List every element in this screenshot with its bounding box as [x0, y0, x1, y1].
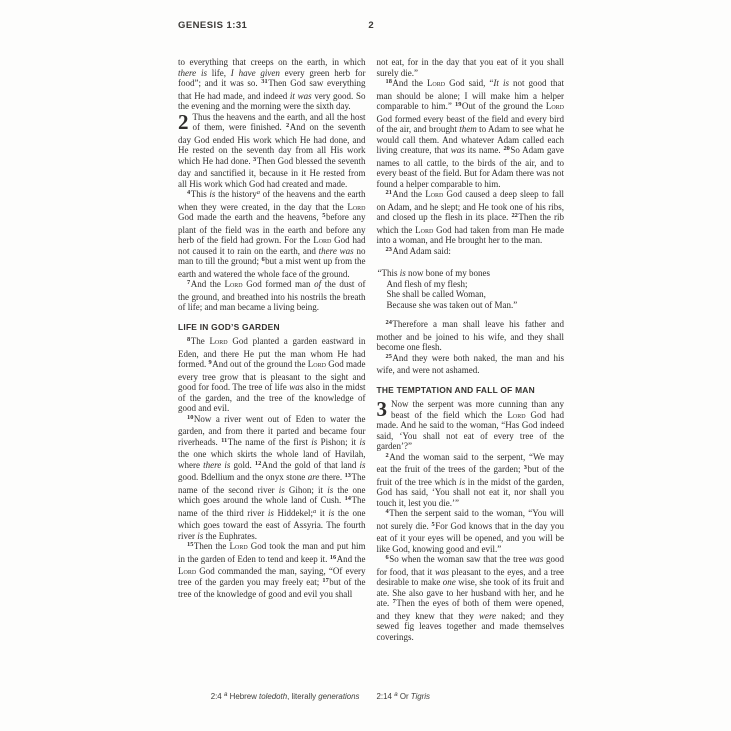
footnote-marker: a [223, 691, 228, 699]
page-content [178, 20, 564, 642]
verse-number: 31 [261, 78, 268, 86]
emphasis-text: I have given [230, 67, 280, 78]
verse-number: 2 [286, 122, 290, 130]
verse-number: 9 [208, 359, 212, 367]
verse-number: 6 [385, 554, 389, 562]
poetry-line: She shall be called Woman, [386, 289, 486, 299]
emphasis-text: was [529, 554, 544, 564]
emphasis-text: it was [289, 90, 312, 101]
verse-number: 5 [431, 520, 435, 528]
verse-number: 22 [511, 212, 518, 220]
emphasis-text: Tigris [410, 692, 430, 701]
divine-name: Lord [507, 409, 526, 420]
book-reference: GENESIS 1:31 [178, 20, 248, 31]
verse-paragraph: $^{23}$And Adam said: [385, 245, 451, 256]
divine-name: Lord [347, 201, 366, 212]
emphasis-text: is [459, 476, 466, 487]
footnote-marker: a [256, 189, 260, 197]
emphasis-text: is [359, 459, 366, 470]
poetry-block [378, 268, 565, 310]
divine-name: Lord [178, 566, 197, 576]
footnote-marker: a [312, 507, 317, 515]
verse-number: 2 [385, 451, 389, 459]
verse-number: 12 [254, 459, 262, 467]
emphasis-text: there is [203, 459, 231, 470]
verse-paragraph: to everything that creeps on the earth, in which there is life, I have given every green herb for food”; and it was so. $^{31}$Then God saw everything that He had made, and indeed it was very good. So the evening and the morning were the sixth day. [178, 57, 366, 111]
verse-paragraph: $^{21}$And the Lord God caused a deep sleep to fall on Adam, and he slept; and He took one of his ribs, and closed up the flesh in its place. $^{22}$Then the rib which the Lord God had taken from man He made into a woman, and He brought her to the man. [376, 189, 564, 245]
section-heading: THE TEMPTATION AND FALL OF MAN [376, 384, 535, 395]
verse-number: 5 [322, 212, 326, 220]
divine-name: Lord [415, 224, 434, 235]
verse-number: 16 [329, 553, 337, 561]
divine-name: Lord [209, 336, 228, 346]
verse-number: 14 [344, 495, 351, 503]
verse-number: 10 [187, 413, 194, 421]
verse-number: 3 [253, 155, 257, 163]
emphasis-text: is [327, 484, 334, 495]
verse-number: 17 [322, 576, 329, 584]
verse-paragraph: $^8$The Lord God planted a garden eastward in Eden, and there He put the man whom He had formed. $^9$And out of the ground the Lord God made every tree grow that is pleasant to the sight and good for food. The tree of life was also in the midst of the garden, and the tree of the knowledge of good and evil. [178, 336, 366, 413]
emphasis-text: there is [178, 67, 207, 78]
emphasis-text: is [328, 507, 335, 518]
verse-number: 23 [385, 245, 392, 253]
chapter-paragraph: 2 Thus the heavens and the earth, and all the host of them, were finished. $^2$And on the seventh day God ended His work which He had done, and He rested on the seventh day from all His work which He had done. $^3$Then God blessed the seventh day and sanctified it, because in it He rested from all His work which God had created and made. [178, 109, 366, 189]
verse-number: 8 [187, 336, 191, 344]
verse-number: 7 [187, 279, 191, 287]
column-left [178, 57, 366, 642]
verse-paragraph: $^2$And the woman said to the serpent, “We may eat the fruit of the trees of the garden; $^3$but of the fruit of the tree which is in the midst of the garden, God has said, ‘You shall not eat it, nor shall you touch it, lest you die.’” [376, 451, 565, 508]
emphasis-text: is [399, 268, 406, 278]
verse-paragraph: $^4$Then the serpent said to the woman, “You will not surely die. $^5$For God knows that in the day you eat of it your eyes will be opened, and you will be like God, knowing good and evil.” [376, 508, 564, 554]
emphasis-text: of [314, 279, 322, 289]
poetry-line: Because she was taken out of Man.” [386, 299, 518, 310]
section-heading: LIFE IN GOD’S GARDEN [178, 321, 280, 332]
emphasis-text: are [307, 472, 320, 482]
verse-number: 21 [385, 189, 392, 197]
footnotes-row [178, 692, 564, 703]
verse-paragraph: $^4$This is the history$^a$ of the heavens and the earth when they were created, in the day that the Lord God made the earth and the heavens, $^5$before any plant of the field was in the earth and before any herb of the field had grown. For the Lord God had not caused it to rain on the earth, and there was no man to till the ground; $^6$but a mist went up from the earth and watered the whole face of the ground. [178, 189, 366, 279]
verse-number: 25 [385, 352, 392, 360]
divine-name: Lord [224, 279, 243, 289]
verse-paragraph: $^{25}$And they were both naked, the man and his wife, and were not ashamed. [376, 352, 564, 375]
divine-name: Lord [229, 541, 248, 551]
verse-paragraph: $^{24}$Therefore a man shall leave his father and mother and be joined to his wife, and they shall become one flesh. [376, 319, 564, 352]
page-number: 2 [368, 20, 374, 31]
emphasis-text: was [289, 382, 304, 392]
verse-paragraph: $^7$And the Lord God formed man of the dust of the ground, and breathed into his nostrils the breath of life; and man became a living being. [178, 279, 366, 312]
verse-number: 18 [385, 78, 392, 86]
emphasis-text: one [442, 577, 456, 587]
poetry-line: And flesh of my flesh; [386, 278, 468, 289]
footnote-marker: a [394, 691, 398, 699]
running-head [178, 20, 564, 33]
column-right [377, 57, 565, 642]
emphasis-text: is [311, 436, 318, 447]
verse-paragraph: not eat, for in the day that you eat of it you shall surely die.” [376, 57, 564, 78]
verse-paragraph: $^6$So when the woman saw that the tree was good for food, that it was pleasant to the eyes, and a tree desirable to make one wise, she took of its fruit and ate. She also gave to her husband with her, and he ate. $^7$Then the eyes of both of them were opened, and they knew that they were naked; and they sewed fig leaves together and made themselves coverings. [376, 554, 564, 642]
emphasis-text: is [278, 484, 285, 495]
footnote-right: 2:14 $^a$ Or Tigris [376, 691, 430, 701]
verse-number: 13 [344, 472, 351, 480]
emphasis-text: there was [318, 245, 354, 256]
verse-paragraph: $^{10}$Now a river went out of Eden to water the garden, and from there it parted and became four riverheads. $^{11}$The name of the first is Pishon; it is the one which skirts the whole land of Havilah, where there is gold. $^{12}$And the gold of that land is good. Bdellium and the onyx stone are there. $^{13}$The name of the second river is Gihon; it is the one which goes around the whole land of Cush. $^{14}$The name of the third river is Hiddekel;$^a$ it is the one which goes toward the east of Assyria. The fourth river is the Euphrates. [178, 413, 366, 541]
verse-number: 4 [187, 189, 191, 197]
verse-number: 7 [392, 598, 396, 606]
emphasis-text: toledoth [259, 692, 288, 701]
poetry-line: “This is now bone of my bones [377, 268, 491, 278]
chapter-number: 2 [178, 109, 189, 134]
emphasis-text: was [434, 566, 449, 577]
chapter-number: 3 [376, 397, 387, 421]
divine-name: Lord [425, 189, 444, 199]
footnote-left: 2:4 $^a$ Hebrew toledoth, literally generations [210, 691, 360, 701]
emphasis-text: is [267, 507, 274, 518]
emphasis-text: generations [318, 692, 360, 701]
chapter-paragraph: 3 Now the serpent was more cunning than any beast of the field which the Lord God had made. And he said to the woman, “Has God indeed said, ‘You shall not eat of every tree of the garden’?” [376, 397, 565, 451]
emphasis-text: was [450, 145, 465, 155]
verse-number: 4 [385, 508, 389, 516]
verse-number: 11 [221, 436, 228, 444]
divine-name: Lord [426, 78, 446, 88]
emphasis-text: is [209, 189, 216, 199]
emphasis-text: is [197, 530, 204, 541]
emphasis-text: were [479, 610, 497, 621]
emphasis-text: It is [493, 78, 509, 88]
verse-paragraph: $^{18}$And the Lord God said, “It is not good that man should be alone; I will make him a helper comparable to him.” $^{19}$Out of the ground the Lord God formed every beast of the field and every bird of the air, and brought them to Adam to see what he would call them. And whatever Adam called each living creature, that was its name. $^{20}$So Adam gave names to all cattle, to the birds of the air, and to every beast of the field. But for Adam there was not found a helper comparable to him. [376, 78, 565, 189]
text-columns [178, 57, 564, 642]
verse-number: 6 [261, 256, 265, 264]
verse-number: 20 [503, 145, 510, 153]
emphasis-text: them [459, 124, 477, 134]
verse-paragraph: $^{15}$Then the Lord God took the man and put him in the garden of Eden to tend and keep it. $^{16}$And the Lord God commanded the man, saying, “Of every tree of the garden you may freely eat; $^{17}$but of the tree of the knowledge of good and evil you shall [178, 541, 366, 599]
verse-number: 19 [455, 101, 462, 109]
verse-number: 24 [385, 319, 392, 327]
emphasis-text: is [359, 436, 366, 447]
verse-number: 15 [187, 541, 194, 549]
divine-name: Lord [545, 101, 564, 111]
divine-name: Lord [313, 235, 332, 245]
divine-name: Lord [307, 359, 326, 369]
verse-number: 3 [523, 464, 527, 472]
